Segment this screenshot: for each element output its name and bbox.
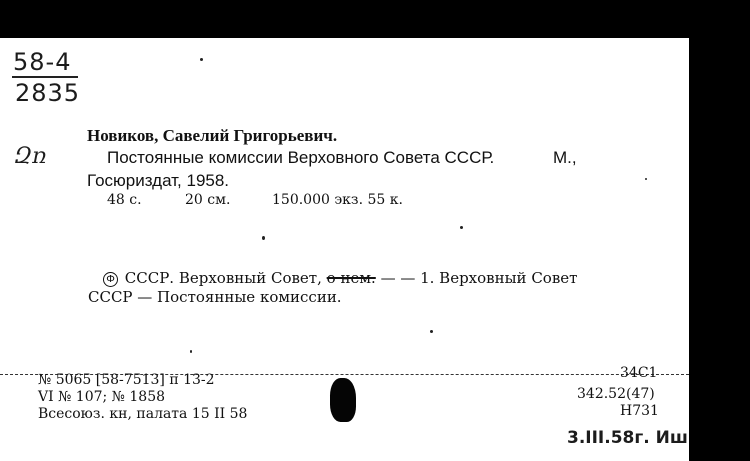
speck: [200, 58, 203, 61]
handwritten-date: 3.III.58г. Иш: [567, 428, 688, 448]
handwritten-mark-left: Զռ: [14, 144, 47, 169]
print-run-price: 150.000 экз. 55 к.: [272, 192, 403, 208]
registry-reference: VI № 107; № 1858: [38, 389, 166, 405]
speck: [645, 178, 647, 180]
page-count: 48 с.: [107, 192, 142, 208]
ink-blot: [330, 378, 356, 422]
title-line-2: Госюриздат, 1958.: [87, 171, 230, 190]
publication-place: М.,: [553, 148, 577, 167]
subject-struck-text: о нем.: [326, 269, 376, 287]
classification-2: 342.52(47): [577, 386, 655, 402]
call-number-bottom: 2835: [15, 79, 81, 107]
call-number-top: 58-4: [13, 48, 72, 76]
subject-line-1-start: СССР. Верховный Совет,: [124, 269, 322, 287]
classification-1: 34С1: [620, 365, 658, 381]
catalog-card: [0, 38, 689, 461]
speck: [460, 226, 463, 229]
subject-line-2: СССР — Постоянные комиссии.: [88, 288, 342, 306]
call-number-divider: [12, 76, 78, 78]
author-heading: Новиков, Савелий Григорьевич.: [87, 126, 338, 145]
chamber-stamp: Всесоюз. кн, палата 15 II 58: [38, 406, 248, 422]
speck: [190, 350, 192, 353]
subject-marker-icon: Ф: [103, 272, 118, 287]
classification-3: Н731: [620, 403, 659, 419]
subject-line-1-end: — — 1. Верховный Совет: [380, 269, 578, 287]
title-line-1: Постоянные комиссии Верховного Совета СССР.: [107, 148, 495, 167]
subject-line-1: [103, 269, 577, 287]
registry-number: № 5065 [58-7513] п 13-2: [38, 372, 215, 388]
speck: [430, 330, 433, 333]
speck: [262, 236, 265, 240]
book-size: 20 см.: [185, 192, 231, 208]
